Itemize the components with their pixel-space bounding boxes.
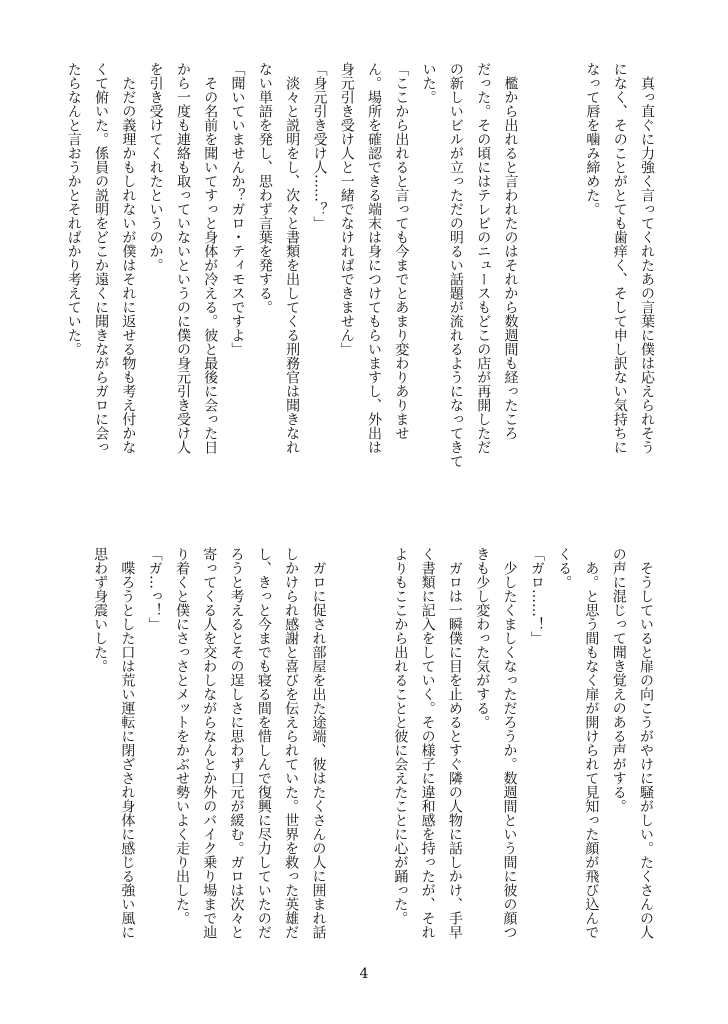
text-line: 身元引き受け人と一緒でなければできません」 <box>338 62 355 356</box>
text-line: ん。場所を確認できる端末は身につけてもらいますし、外出は <box>366 62 383 454</box>
text-line: いた。 <box>420 62 437 104</box>
text-line: 「ガ…っ！」 <box>146 547 163 631</box>
text-line: 「聞いていませんか？ガロ・ティモスですよ」 <box>229 62 246 356</box>
text-line: 真っ直ぐに力強く言ってくれたあの言葉に僕は応えられそう <box>639 62 655 454</box>
text-line: から一度も連絡も取っていないというのに僕の身元引き受け人 <box>174 62 191 454</box>
text-line: ガロは一瞬僕に目を止めるとすぐ隣の人物に話しかけ、手早 <box>446 547 463 939</box>
text-line: 「ガロ……！」 <box>528 547 545 645</box>
text-line: の新しいビルが立っただの明るい話題が流れるようになってきて <box>447 62 464 468</box>
text-line: 少したくましくなっただろうか。数週間という間に彼の顔つ <box>501 547 518 939</box>
blank-line <box>331 547 358 962</box>
text-line: し、きっと今までも寝る間を惜しんで復興に尽力していたのだ <box>255 547 272 939</box>
text-line: くる。 <box>556 547 573 589</box>
blank-line <box>359 547 386 962</box>
text-line: なって唇を噛み締めた。 <box>584 62 601 216</box>
blank-line <box>551 62 578 477</box>
text-line: しかけられ感謝と喜びを伝えられていた。世界を救った英雄だ <box>283 547 300 939</box>
text-line: 喋ろうとした口は荒い運転に閉ざされ身体に感じる強い風に <box>119 547 136 939</box>
text-line: 檻から出れると言われたのはそれから数週間も経ったころ <box>502 62 519 440</box>
text-line: きも少し変わった気がする。 <box>474 547 491 729</box>
text-line: ない単語を発し、思わず言葉を発する。 <box>256 62 273 314</box>
text-block-top <box>65 62 660 477</box>
blank-line <box>524 62 551 477</box>
text-line: ろうと考えるとその逞しさに思わず口元が緩む。ガロは次々と <box>228 547 245 939</box>
page-number: 4 <box>359 966 369 982</box>
text-line: の声に混じって聞き覚えのある声がする。 <box>610 547 627 813</box>
text-line: くて俯いた。係員の説明をどこか遠くに聞きながらガロに会っ <box>93 62 110 454</box>
text-line: そうしていると扉の向こうがやけに騒がしい。たくさんの人 <box>638 547 654 939</box>
text-line: よりもここから出れることと彼に会えたことに心が踊った。 <box>392 547 409 925</box>
text-line: 淡々と説明をし、次々と書類を出してくる刑務官は聞きなれ <box>284 62 301 454</box>
text-line: 「ここから出れると言っても今までとあまり変わりありませ <box>393 62 410 440</box>
text-line: 思わず身震いした。 <box>92 547 109 673</box>
text-line: ガロに促され部屋を出た途端、彼はたくさんの人に囲まれ話 <box>310 547 327 939</box>
text-line: 「身元引き受け人……？」 <box>311 62 328 230</box>
text-line: 寄ってくる人を交わしながらなんとか外のバイク乗り場まで辿 <box>201 547 218 939</box>
text-line: だった。その頃にはテレビのニュースもどこの店が再開しただ <box>475 62 492 454</box>
text-line: く書類に記入をしていく。その様子に違和感を持ったが、それ <box>419 547 436 939</box>
text-line: その名前を聞いてすっと身体が冷える。彼と最後に会った日 <box>202 62 219 454</box>
text-line: ただの義理かもしれないが僕はそれに返せる物も考え付かな <box>120 62 137 454</box>
text-line: になく、そのことがとても歯痒く、そして申し訳ない気持ちに <box>611 62 628 454</box>
text-line: を引き受けてくれたというのか。 <box>147 62 164 272</box>
text-line: あ。と思う間もなく扉が開けられて見知った顔が飛び込んで <box>583 547 600 939</box>
text-line: り着くと僕にさっさとメットをかぶせ勢いよく走り出した。 <box>173 547 190 925</box>
text-line: たらなんと言おうかとそればかり考えていた。 <box>65 62 82 356</box>
text-block-bottom <box>69 547 659 962</box>
